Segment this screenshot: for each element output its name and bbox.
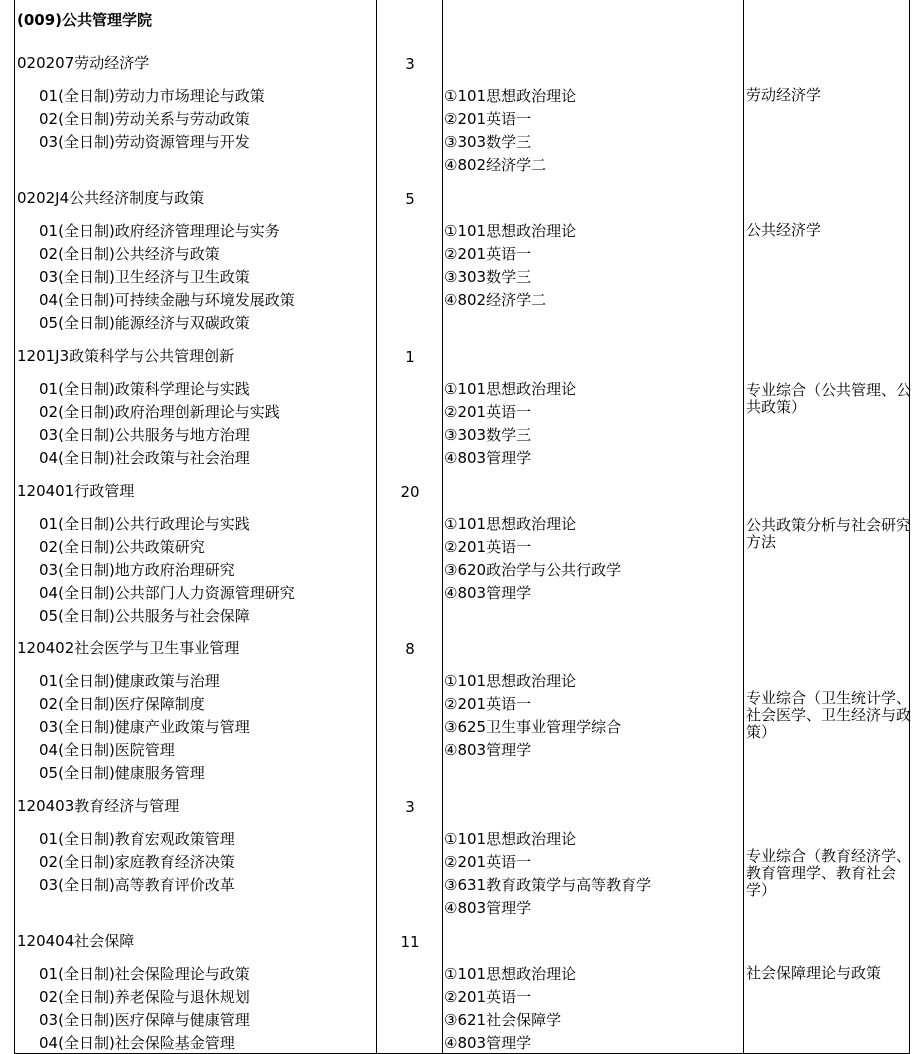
research-direction: 03(全日制)高等教育评价改革 <box>39 876 235 894</box>
research-direction: 02(全日制)劳动关系与劳动政策 <box>39 110 250 128</box>
column-divider <box>14 0 15 1054</box>
exam-subject: ④803管理学 <box>444 584 532 602</box>
exam-subject: ③620政治学与公共行政学 <box>444 561 622 579</box>
exam-subject: ①101思想政治理论 <box>444 515 577 533</box>
research-direction: 02(全日制)家庭教育经济决策 <box>39 853 235 871</box>
retest-subject: 公共经济学 <box>746 221 822 239</box>
research-direction: 02(全日制)养老保险与退休规划 <box>39 988 250 1006</box>
department-title: (009)公共管理学院 <box>17 11 153 29</box>
program-enrollment: 1 <box>405 348 415 366</box>
research-direction: 02(全日制)公共政策研究 <box>39 538 205 556</box>
exam-subject: ①101思想政治理论 <box>444 965 577 983</box>
exam-subject: ④803管理学 <box>444 899 532 917</box>
exam-subject: ②201英语一 <box>444 695 532 713</box>
exam-subject: ①101思想政治理论 <box>444 380 577 398</box>
exam-subject: ③303数学三 <box>444 268 532 286</box>
research-direction: 01(全日制)政府经济管理理论与实务 <box>39 222 280 240</box>
exam-subject: ②201英语一 <box>444 245 532 263</box>
research-direction: 03(全日制)医疗保障与健康管理 <box>39 1011 250 1029</box>
research-direction: 02(全日制)公共经济与政策 <box>39 245 220 263</box>
research-direction: 03(全日制)劳动资源管理与开发 <box>39 133 250 151</box>
research-direction: 03(全日制)公共服务与地方治理 <box>39 426 250 444</box>
research-direction: 05(全日制)健康服务管理 <box>39 764 205 782</box>
research-direction: 01(全日制)劳动力市场理论与政策 <box>39 87 265 105</box>
research-direction: 04(全日制)社会保险基金管理 <box>39 1034 235 1052</box>
research-direction: 05(全日制)能源经济与双碳政策 <box>39 314 250 332</box>
retest-subject: 专业综合（公共管理、公共政策） <box>746 381 912 416</box>
exam-subject: ④803管理学 <box>444 741 532 759</box>
exam-subject: ②201英语一 <box>444 403 532 421</box>
exam-subject: ④803管理学 <box>444 449 532 467</box>
exam-subject: ③631教育政策学与高等教育学 <box>444 876 652 894</box>
program-code-name: 120403教育经济与管理 <box>17 797 180 815</box>
research-direction: 01(全日制)政策科学理论与实践 <box>39 380 250 398</box>
retest-subject: 社会保障理论与政策 <box>746 964 882 982</box>
research-direction: 05(全日制)公共服务与社会保障 <box>39 607 250 625</box>
research-direction: 02(全日制)医疗保障制度 <box>39 695 205 713</box>
exam-subject: ①101思想政治理论 <box>444 222 577 240</box>
research-direction: 01(全日制)公共行政理论与实践 <box>39 515 250 533</box>
program-enrollment: 8 <box>405 640 415 658</box>
program-code-name: 020207劳动经济学 <box>17 54 150 72</box>
exam-subject: ③303数学三 <box>444 133 532 151</box>
exam-subject: ①101思想政治理论 <box>444 830 577 848</box>
retest-subject: 公共政策分析与社会研究方法 <box>746 516 912 551</box>
retest-subject: 专业综合（教育经济学、教育管理学、教育社会学） <box>746 847 912 899</box>
exam-subject: ③625卫生事业管理学综合 <box>444 718 622 736</box>
research-direction: 04(全日制)公共部门人力资源管理研究 <box>39 584 295 602</box>
exam-subject: ③621社会保障学 <box>444 1011 562 1029</box>
program-enrollment: 3 <box>405 55 415 73</box>
research-direction: 03(全日制)地方政府治理研究 <box>39 561 235 579</box>
retest-subject: 专业综合（卫生统计学、社会医学、卫生经济与政策） <box>746 689 912 741</box>
program-enrollment: 20 <box>400 483 420 501</box>
exam-subject: ③303数学三 <box>444 426 532 444</box>
program-code-name: 0202J4公共经济制度与政策 <box>17 189 205 207</box>
program-code-name: 120404社会保障 <box>17 932 135 950</box>
exam-subject: ④803管理学 <box>444 1034 532 1052</box>
program-enrollment: 5 <box>405 190 415 208</box>
exam-subject: ②201英语一 <box>444 853 532 871</box>
program-code-name: 1201J3政策科学与公共管理创新 <box>17 347 235 365</box>
program-code-name: 120402社会医学与卫生事业管理 <box>17 639 240 657</box>
program-code-name: 120401行政管理 <box>17 482 135 500</box>
exam-subject: ④802经济学二 <box>444 291 547 309</box>
research-direction: 04(全日制)可持续金融与环境发展政策 <box>39 291 295 309</box>
program-enrollment: 11 <box>400 933 420 951</box>
column-divider <box>376 0 377 1054</box>
exam-subject: ②201英语一 <box>444 110 532 128</box>
column-divider <box>442 0 443 1054</box>
research-direction: 04(全日制)社会政策与社会治理 <box>39 449 250 467</box>
research-direction: 03(全日制)健康产业政策与管理 <box>39 718 250 736</box>
exam-subject: ①101思想政治理论 <box>444 672 577 690</box>
exam-subject: ④802经济学二 <box>444 156 547 174</box>
research-direction: 02(全日制)政府治理创新理论与实践 <box>39 403 280 421</box>
exam-subject: ②201英语一 <box>444 538 532 556</box>
exam-subject: ②201英语一 <box>444 988 532 1006</box>
exam-subject: ①101思想政治理论 <box>444 87 577 105</box>
research-direction: 01(全日制)教育宏观政策管理 <box>39 830 235 848</box>
research-direction: 04(全日制)医院管理 <box>39 741 175 759</box>
research-direction: 01(全日制)健康政策与治理 <box>39 672 220 690</box>
retest-subject: 劳动经济学 <box>746 86 822 104</box>
column-divider <box>743 0 744 1054</box>
program-enrollment: 3 <box>405 798 415 816</box>
research-direction: 03(全日制)卫生经济与卫生政策 <box>39 268 250 286</box>
research-direction: 01(全日制)社会保险理论与政策 <box>39 965 250 983</box>
